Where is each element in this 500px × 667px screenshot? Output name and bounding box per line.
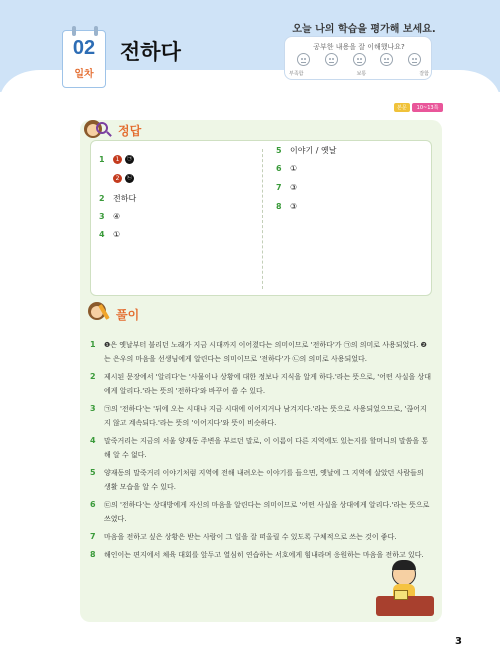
calendar-rings-icon xyxy=(72,26,98,34)
self-eval-title: 오늘 나의 학습을 평가해 보세요. xyxy=(292,24,436,35)
paper-icon xyxy=(394,590,408,600)
section-badges xyxy=(394,103,443,112)
day-number: 02 xyxy=(72,37,96,59)
solution-item-1 xyxy=(90,338,432,366)
badge-pages: 10~13쪽 xyxy=(412,103,444,112)
day-label: 일차 xyxy=(74,69,94,80)
answer-2 xyxy=(99,193,136,204)
solution-text: 말죽거리는 지금의 서울 양재동 주변을 부르던 말로, 이 이름이 다른 지역에도 있는지를 할머니의 말씀을 통해 알 수 없다. xyxy=(104,437,429,459)
solution-item-5 xyxy=(90,466,432,494)
self-eval-box xyxy=(284,36,432,80)
day-tab xyxy=(62,30,106,88)
answer-number: 6 xyxy=(276,164,282,173)
answer-1-1 xyxy=(99,155,134,164)
answer-number: 5 xyxy=(276,146,282,155)
answer-5 xyxy=(276,145,336,156)
solution-text: ❶은 옛날부터 불리던 노래가 지금 시대까지 이어졌다는 의미이므로 '전하다'가 ㉠의 의미로 사용되었다. ❷는 은우의 마음을 선생님에게 알린다는 의미이므로 '전하다'가 ㉡의 의미로 사용되었다. xyxy=(104,341,427,363)
solution-text: ㉢의 '전하다'는 상대방에게 자신의 마음을 알린다는 의미이므로 '어떤 사실을 상대에게 알리다.'라는 뜻으로 쓰였다. xyxy=(104,501,430,523)
answer-text: ③ xyxy=(290,183,298,192)
answer-text: ③ xyxy=(290,202,298,211)
solution-text: 양재동의 말죽거리 이야기처럼 지역에 전해 내려오는 이야기를 들으면, 옛날에 그 지역에 살았던 사람들의 생활 모습을 알 수 있다. xyxy=(104,469,424,491)
solution-number: 3 xyxy=(90,404,96,413)
answer-3 xyxy=(99,212,120,221)
solution-number: 2 xyxy=(90,372,96,381)
answer-number: 3 xyxy=(99,212,105,221)
answer-number: 1 xyxy=(99,155,105,164)
circle-number-icon: 1 xyxy=(113,155,122,164)
answers-title: 정답 xyxy=(118,124,142,138)
badge-section: 본문 xyxy=(394,103,410,112)
face-smile-icon[interactable] xyxy=(380,53,393,66)
face-sad-icon[interactable] xyxy=(297,53,310,66)
page-number: 3 xyxy=(455,636,462,647)
answer-text: 이야기 / 옛날 xyxy=(290,146,337,155)
answer-panel xyxy=(80,120,442,622)
solution-number: 7 xyxy=(90,532,96,541)
answers-box xyxy=(90,140,432,296)
answers-divider xyxy=(262,149,263,289)
solution-number: 5 xyxy=(90,468,96,477)
face-happy-icon[interactable] xyxy=(408,53,421,66)
eval-label-mid: 보통 xyxy=(356,71,367,77)
solution-number: 4 xyxy=(90,436,96,445)
circle-letter-icon: ㉠ xyxy=(126,156,132,162)
face-neutral-icon[interactable] xyxy=(353,53,366,66)
self-eval-faces xyxy=(297,53,421,66)
eval-label-low: 부족함 xyxy=(289,71,304,77)
answer-6 xyxy=(276,164,297,173)
answer-4 xyxy=(99,230,120,239)
answer-number: 7 xyxy=(276,183,282,192)
answer-text: ④ xyxy=(113,212,121,221)
eval-label-high: 잘함 xyxy=(419,71,429,77)
solution-text: 해인이는 편지에서 체육 대회를 앞두고 열심히 연습하는 서호에게 힘내라며 응원하는 마음을 전하고 있다. xyxy=(104,551,424,559)
page-title: 전하다 xyxy=(120,40,181,64)
answer-8 xyxy=(276,202,297,211)
answer-text: ① xyxy=(290,164,298,173)
circle-number-icon: 2 xyxy=(113,174,122,183)
self-eval-question: 공부한 내용을 잘 이해했나요? xyxy=(313,43,405,51)
solution-item-8 xyxy=(90,548,432,562)
solution-item-4 xyxy=(90,434,432,462)
solution-item-6 xyxy=(90,498,432,526)
solution-number: 8 xyxy=(90,550,96,559)
answer-number: 2 xyxy=(99,194,105,203)
circle-letter-icon: ㉡ xyxy=(126,175,132,181)
answer-number: 4 xyxy=(99,230,105,239)
solution-title: 풀이 xyxy=(116,308,140,322)
answer-number: 8 xyxy=(276,202,282,211)
solution-item-2 xyxy=(90,370,432,398)
desk-illustration-icon xyxy=(376,596,434,616)
solution-text: ㉠의 '전하다'는 '뒤에 오는 시대나 지금 시대에 이어지거나 남겨지다.'라는 뜻으로 사용되었으므로, '끊어지지 않고 계속되다.'라는 뜻의 '이어지다'와 뜻이 비슷하다. xyxy=(104,405,427,427)
solution-text: 마음을 전하고 싶은 상황은 받는 사람이 그 일을 잘 떠올릴 수 있도록 구체적으로 쓰는 것이 좋다. xyxy=(104,533,397,541)
self-eval-labels xyxy=(289,70,429,77)
face-neutral-icon[interactable] xyxy=(325,53,338,66)
answer-1-2 xyxy=(99,174,134,183)
solution-item-3 xyxy=(90,402,432,430)
answer-7 xyxy=(276,183,297,192)
answer-text: ① xyxy=(113,230,121,239)
solution-item-7 xyxy=(90,530,432,544)
answer-text: 전하다 xyxy=(113,194,137,203)
solution-number: 1 xyxy=(90,340,96,349)
solution-number: 6 xyxy=(90,500,96,509)
solution-text: 제시된 문장에서 '알리다'는 '사물이나 상황에 대한 정보나 지식을 알게 하다.'라는 뜻으로, '어떤 사실을 상대에게 알리다.'라는 뜻의 '전하다'와 바꾸어 쓸 수 있다. xyxy=(104,373,432,395)
magnifier-icon xyxy=(96,122,108,134)
